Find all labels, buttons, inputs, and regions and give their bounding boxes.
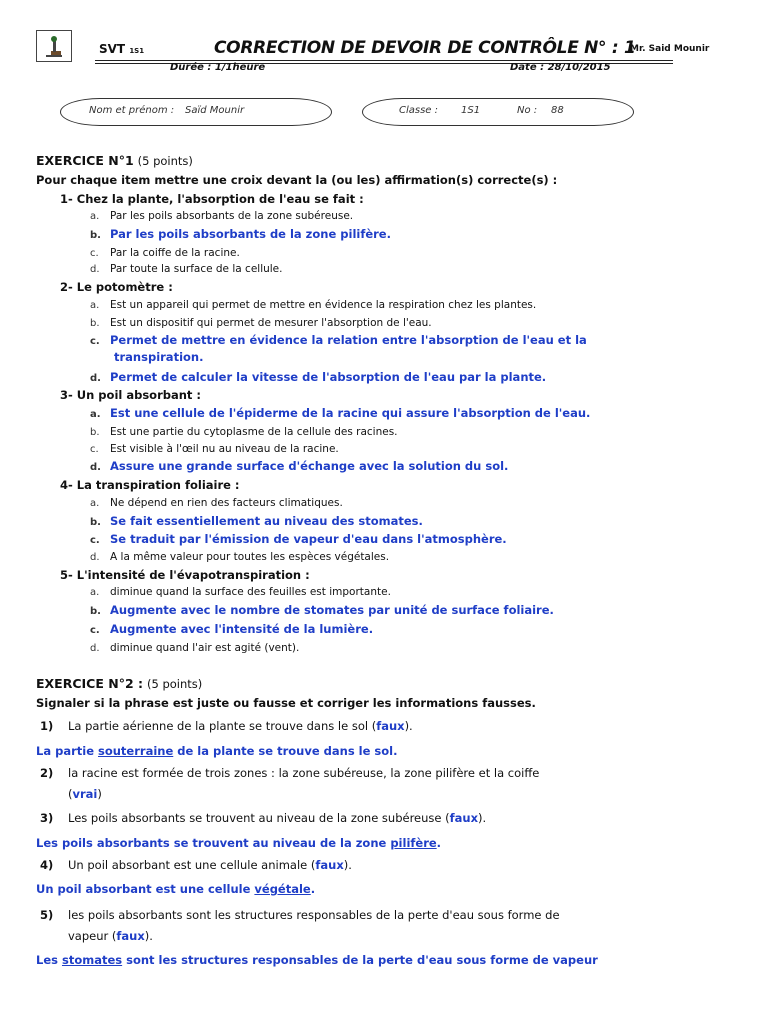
teacher-name: Mr. Said Mounir [630,44,710,54]
exercise-2-title: EXERCICE N°2 : (5 points) [36,676,203,691]
class-box [362,98,634,126]
class-label: Classe : [399,105,439,116]
header-rule [95,60,673,61]
option: d. A la même valeur pour toutes les espèces végétales. [90,551,390,563]
correction: Les stomates sont les structures responsables de la perte d'eau sous forme de vapeur [36,953,598,967]
correction: Les poils absorbants se trouvent au niveau de la zone pilifère. [36,836,442,850]
exam-date: Date : 28/10/2015 [510,62,611,73]
statement: 4) Un poil absorbant est une cellule animale (faux). [40,858,352,872]
number-value: 88 [551,105,564,116]
option-correct: c. Se traduit par l'émission de vapeur d'eau dans l'atmosphère. [90,532,507,546]
exercise-1-instruction: Pour chaque item mettre une croix devant la (ou les) affirmation(s) correcte(s) : [36,173,558,187]
class-value: 1S1 [461,105,481,116]
option-correct: a. Est une cellule de l'épiderme de la racine qui assure l'absorption de l'eau. [90,406,591,420]
option: c. Par la coiffe de la racine. [90,247,240,259]
option-correct: b. Se fait essentiellement au niveau des stomates. [90,514,423,528]
option: a. diminue quand la surface des feuilles est importante. [90,586,391,598]
item-heading: 4- La transpiration foliaire : [60,478,240,492]
page-title: CORRECTION DE DEVOIR DE CONTRÔLE N° : 1 [214,38,636,58]
option-correct: b. Par les poils absorbants de la zone pilifère. [90,227,391,241]
option-correct: c. Augmente avec l'intensité de la lumière. [90,622,374,636]
option-correct: b. Augmente avec le nombre de stomates par unité de surface foliaire. [90,603,554,617]
statement: 2) la racine est formée de trois zones : la zone subéreuse, la zone pilifère et la coiffe [40,766,540,780]
option: b. Est un dispositif qui permet de mesurer l'absorption de l'eau. [90,317,432,329]
statement-continuation: vapeur (faux). [68,929,153,943]
item-heading: 2- Le potomètre : [60,280,173,294]
name-value: Saïd Mounir [185,105,245,116]
name-label: Nom et prénom : [89,105,175,116]
exercise-2-instruction: Signaler si la phrase est juste ou fausse et corriger les informations fausses. [36,696,536,710]
option: a. Ne dépend en rien des facteurs climatiques. [90,497,343,509]
option-correct: c. Permet de mettre en évidence la relation entre l'absorption de l'eau et la [90,333,587,347]
school-logo-icon [36,30,72,62]
statement: 1) La partie aérienne de la plante se trouve dans le sol (faux). [40,719,413,733]
statement: 5) les poils absorbants sont les structures responsables de la perte d'eau sous forme de [40,908,560,922]
duration: Durée : 1/1heure [170,62,266,73]
option-correct: d. Assure une grande surface d'échange avec la solution du sol. [90,459,509,473]
option: c. Est visible à l'œil nu au niveau de la racine. [90,443,339,455]
item-heading: 3- Un poil absorbant : [60,388,202,402]
statement-continuation: (vrai) [68,787,102,801]
option: a. Par les poils absorbants de la zone subéreuse. [90,210,354,222]
item-heading: 5- L'intensité de l'évapotranspiration : [60,568,310,582]
option: d. Par toute la surface de la cellule. [90,263,283,275]
option-correct-continuation: transpiration. [114,350,204,364]
statement: 3) Les poils absorbants se trouvent au niveau de la zone subéreuse (faux). [40,811,487,825]
subject-label: SVT 1S1 [99,42,145,56]
correction: La partie souterraine de la plante se trouve dans le sol. [36,744,398,758]
correction: Un poil absorbant est une cellule végétale. [36,882,316,896]
exercise-1-title: EXERCICE N°1 (5 points) [36,153,193,168]
item-heading: 1- Chez la plante, l'absorption de l'eau se fait : [60,192,364,206]
number-label: No : [517,105,538,116]
option: a. Est un appareil qui permet de mettre en évidence la respiration chez les plantes. [90,299,537,311]
option-correct: d. Permet de calculer la vitesse de l'absorption de l'eau par la plante. [90,370,547,384]
student-name-box [60,98,332,126]
option: d. diminue quand l'air est agité (vent). [90,642,300,654]
option: b. Est une partie du cytoplasme de la cellule des racines. [90,426,398,438]
